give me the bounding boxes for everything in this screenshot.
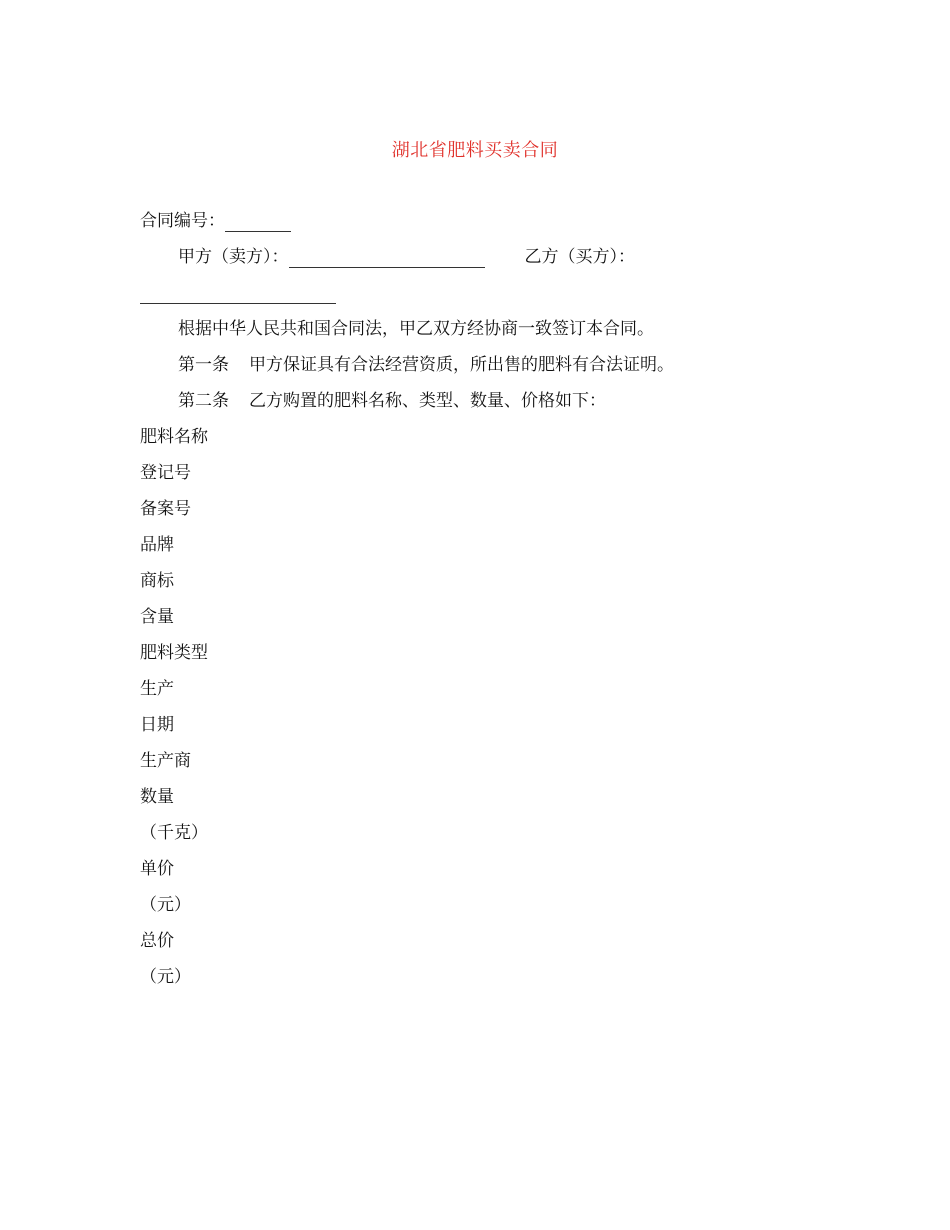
article-1 <box>178 354 674 376</box>
article-1-label: 第一条 <box>178 355 229 375</box>
table-item-fertilizer-name: 肥料名称 <box>140 427 208 447</box>
table-item-registration-no: 登记号 <box>140 463 191 483</box>
contract-number-blank[interactable] <box>225 213 291 232</box>
table-item-manufacturer: 生产商 <box>140 751 191 771</box>
table-item-production: 生产 <box>140 679 174 699</box>
table-item-fertilizer-type: 肥料类型 <box>140 643 208 663</box>
article-2-text: 乙方购置的肥料名称、类型、数量、价格如下： <box>249 391 606 411</box>
article-2 <box>178 390 606 412</box>
contract-number-line <box>140 210 291 232</box>
table-item-filing-no: 备案号 <box>140 499 191 519</box>
preamble: 根据中华人民共和国合同法，甲乙双方经协商一致签订本合同。 <box>178 319 654 339</box>
party-a-label: 甲方（卖方）： <box>178 247 289 267</box>
table-item-quantity-unit: （千克） <box>140 823 208 843</box>
table-item-brand: 品牌 <box>140 535 174 555</box>
party-b-blank[interactable] <box>140 285 336 304</box>
table-item-total-price-unit: （元） <box>140 967 191 987</box>
party-a-blank[interactable] <box>289 249 485 268</box>
parties-line <box>178 246 635 268</box>
table-item-content: 含量 <box>140 607 174 627</box>
contract-number-label: 合同编号： <box>140 211 225 231</box>
table-item-unit-price: 单价 <box>140 859 174 879</box>
table-item-total-price: 总价 <box>140 931 174 951</box>
party-b-blank-line <box>140 282 336 304</box>
table-item-date: 日期 <box>140 715 174 735</box>
article-2-label: 第二条 <box>178 391 229 411</box>
table-item-quantity: 数量 <box>140 787 174 807</box>
table-item-trademark: 商标 <box>140 571 174 591</box>
document-title: 湖北省肥料买卖合同 <box>391 140 559 161</box>
article-1-text: 甲方保证具有合法经营资质，所出售的肥料有合法证明。 <box>249 355 674 375</box>
party-b-label: 乙方（买方）： <box>524 247 635 267</box>
table-item-unit-price-unit: （元） <box>140 895 191 915</box>
